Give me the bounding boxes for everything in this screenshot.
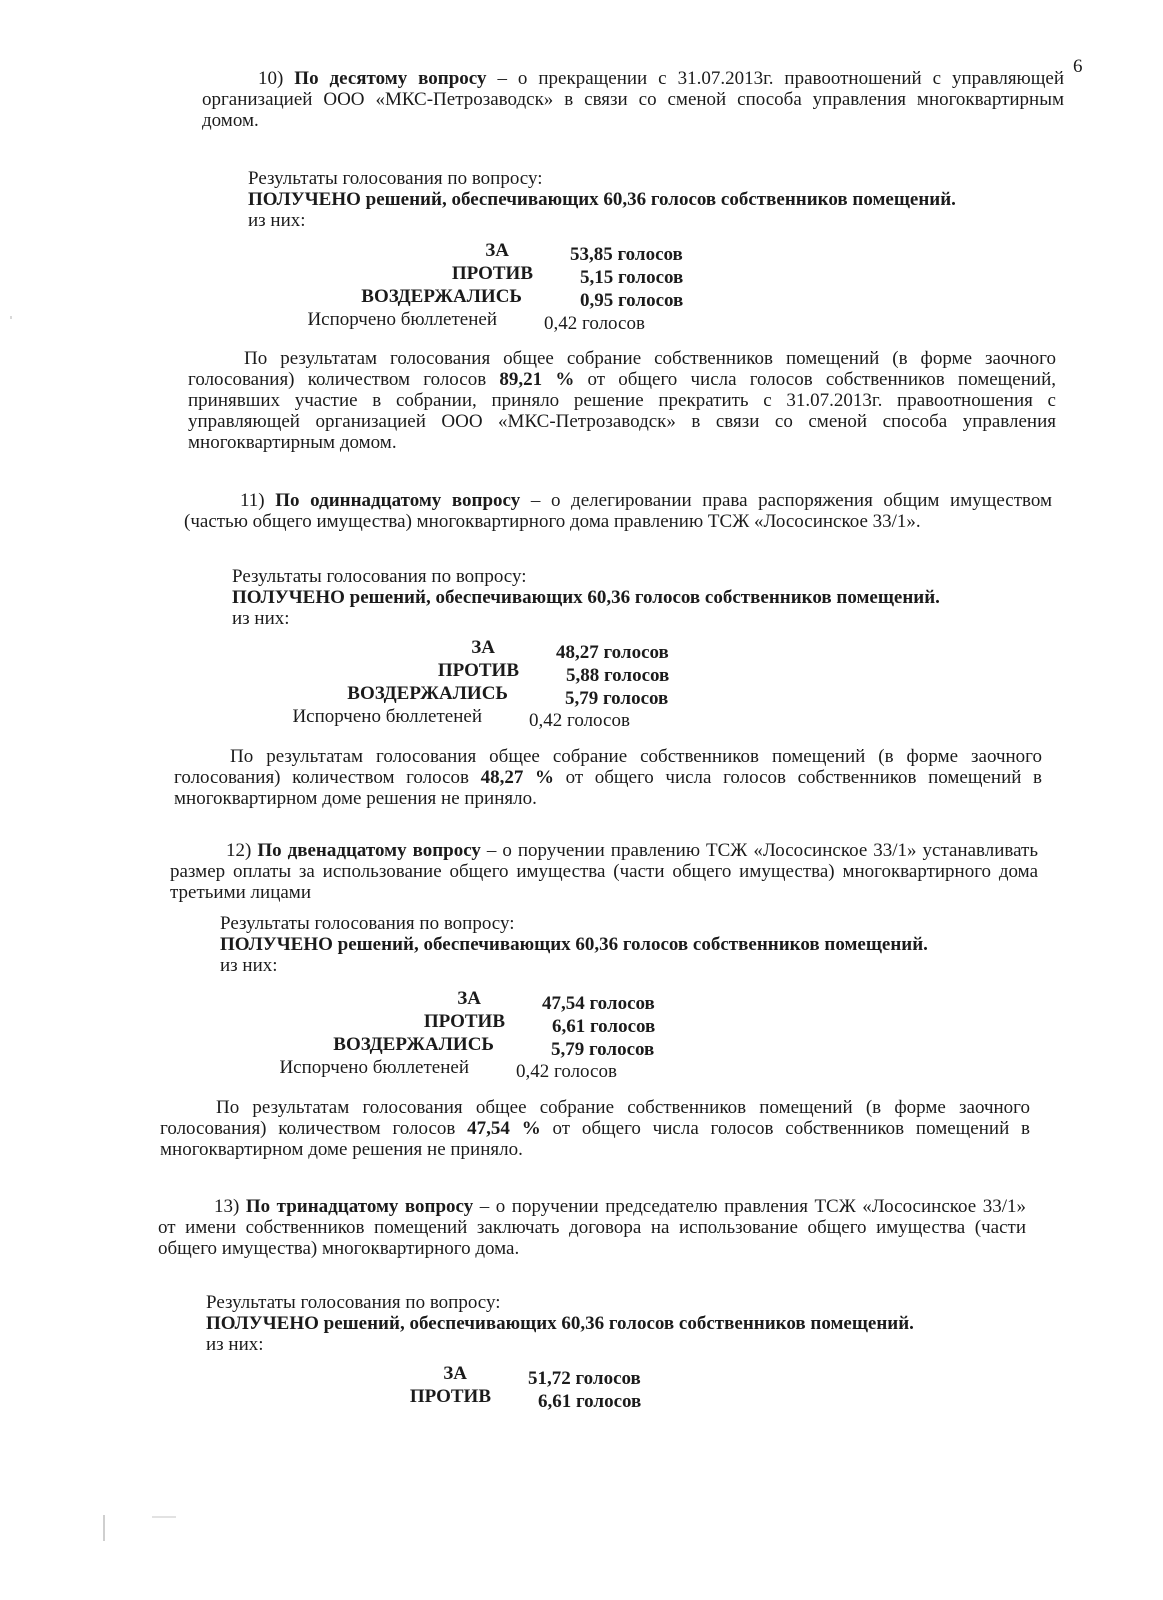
vote-for-value: 47,54 голосов xyxy=(542,993,655,1014)
of-them: из них: xyxy=(232,608,290,629)
received-decisions: ПОЛУЧЕНО решений, обеспечивающих 60,36 голосов собственников помещений. xyxy=(248,189,956,210)
vote-abstain-label: ВОЗДЕРЖАЛИСЬ xyxy=(361,286,522,307)
question-10-votes xyxy=(0,240,1163,336)
of-them: из них: xyxy=(248,210,306,231)
question-12-conclusion: По результатам голосования общее собрание собственников помещений (в форме заочного голосования) количеством голосов 47,54 % от общего числа голосов собственников помещений в многоквартирном доме решения не приняло. xyxy=(160,1097,1031,1160)
vote-abstain-value: 5,79 голосов xyxy=(551,1039,655,1060)
vote-against-label: ПРОТИВ xyxy=(451,263,533,284)
question-13-section: 13) По тринадцатому вопросу – о поручении председателю правления ТСЖ «Лососинское 33/1» от имени собственников помещений заключать договора на использование общего имущества (части общего имущества) многоквартирного дома. xyxy=(158,1196,1026,1259)
vote-abstain-label: ВОЗДЕРЖАЛИСЬ xyxy=(333,1034,494,1055)
question-12-results xyxy=(220,913,1050,976)
question-10-results xyxy=(248,168,1068,231)
spoiled-ballots-value: 0,42 голосов xyxy=(529,710,630,731)
question-10-heading: По десятому вопросу xyxy=(294,68,487,89)
vote-abstain-value: 5,79 голосов xyxy=(565,688,669,709)
question-12-votes xyxy=(0,988,1163,1084)
vote-for-label: ЗА xyxy=(457,988,481,1009)
question-12-heading: По двенадцатому вопросу xyxy=(257,840,481,861)
vote-against-label: ПРОТИВ xyxy=(437,660,519,681)
vote-against-label: ПРОТИВ xyxy=(423,1011,505,1032)
question-11-heading: По одиннадцатому вопросу xyxy=(275,490,521,511)
results-title: Результаты голосования по вопросу: xyxy=(220,913,515,934)
spoiled-ballots-value: 0,42 голосов xyxy=(544,313,645,334)
spoiled-ballots-label: Испорчено бюллетеней xyxy=(292,706,482,727)
question-10-conclusion: По результатам голосования общее собрание собственников помещений (в форме заочного голосования) количеством голосов 89,21 % от общего числа голосов собственников помещений, принявших участие в собрании, приняло решение прекратить с 31.07.2013г. правоотношения с управляющей организацией ООО «МКС-Петрозаводск» в связи со сменой способа управления многоквартирным домом. xyxy=(188,348,1056,453)
vote-against-value: 6,61 голосов xyxy=(538,1391,642,1412)
vote-against-value: 6,61 голосов xyxy=(552,1016,656,1037)
question-13-results xyxy=(206,1292,1036,1355)
vote-for-value: 53,85 голосов xyxy=(570,244,683,265)
vote-for-value: 48,27 голосов xyxy=(556,642,669,663)
vote-for-label: ЗА xyxy=(443,1363,467,1384)
of-them: из них: xyxy=(206,1334,264,1355)
vote-against-label: ПРОТИВ xyxy=(409,1386,491,1407)
question-10-section xyxy=(202,68,1064,131)
scan-mark xyxy=(103,1515,105,1541)
received-decisions: ПОЛУЧЕНО решений, обеспечивающих 60,36 голосов собственников помещений. xyxy=(220,934,928,955)
question-13-heading: По тринадцатому вопросу xyxy=(245,1196,474,1217)
question-13-votes xyxy=(0,1363,1163,1413)
question-11-results xyxy=(232,566,1062,629)
results-title: Результаты голосования по вопросу: xyxy=(232,566,527,587)
received-decisions: ПОЛУЧЕНО решений, обеспечивающих 60,36 голосов собственников помещений. xyxy=(232,587,940,608)
question-12-section: 12) По двенадцатому вопросу – о поручении правлению ТСЖ «Лососинское 33/1» устанавливать размер оплаты за использование общего имущества (части общего имущества) многоквартирного дома третьими лицами xyxy=(170,840,1039,903)
page-number: 6 xyxy=(1073,56,1083,77)
scan-mark xyxy=(10,316,12,319)
question-11-votes xyxy=(0,637,1163,733)
vote-for-label: ЗА xyxy=(471,637,495,658)
question-11-conclusion: По результатам голосования общее собрание собственников помещений (в форме заочного голосования) количеством голосов 48,27 % от общего числа голосов собственников помещений в многоквартирном доме решения не приняло. xyxy=(174,746,1042,809)
vote-against-value: 5,88 голосов xyxy=(566,665,670,686)
conclusion-percent: 48,27 % xyxy=(480,767,554,788)
spoiled-ballots-label: Испорчено бюллетеней xyxy=(307,309,497,330)
conclusion-percent: 47,54 % xyxy=(467,1118,541,1139)
results-title: Результаты голосования по вопросу: xyxy=(206,1292,501,1313)
vote-against-value: 5,15 голосов xyxy=(580,267,684,288)
of-them: из них: xyxy=(220,955,278,976)
question-11-section: 11) По одиннадцатому вопросу – о делегировании права распоряжения общим имуществом (частью общего имущества) многоквартирного дома правлению ТСЖ «Лососинское 33/1». xyxy=(184,490,1052,532)
vote-for-label: ЗА xyxy=(485,240,509,261)
conclusion-percent: 89,21 % xyxy=(499,369,575,390)
received-decisions: ПОЛУЧЕНО решений, обеспечивающих 60,36 голосов собственников помещений. xyxy=(206,1313,914,1334)
question-10-text: 10) По десятому вопросу – о прекращении с 31.07.2013г. правоотношений с управляющей организацией ООО «МКС-Петрозаводск» в связи со сменой способа управления многоквартирным домом. xyxy=(202,68,1064,131)
scan-mark xyxy=(152,1516,176,1518)
spoiled-ballots-value: 0,42 голосов xyxy=(516,1061,617,1082)
spoiled-ballots-label: Испорчено бюллетеней xyxy=(279,1057,469,1078)
vote-for-value: 51,72 голосов xyxy=(528,1368,641,1389)
vote-abstain-label: ВОЗДЕРЖАЛИСЬ xyxy=(347,683,508,704)
vote-abstain-value: 0,95 голосов xyxy=(580,290,684,311)
results-title: Результаты голосования по вопросу: xyxy=(248,168,543,189)
